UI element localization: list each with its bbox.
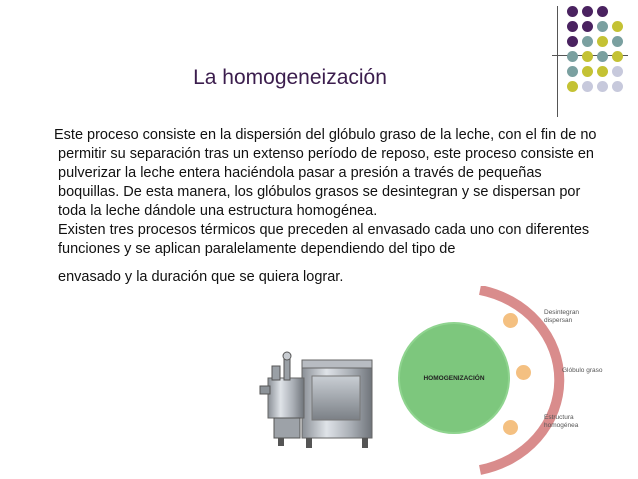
dot bbox=[582, 36, 593, 47]
diagram-node-label bbox=[544, 309, 579, 325]
dot bbox=[567, 51, 578, 62]
dot bbox=[597, 6, 608, 17]
slide-body bbox=[54, 126, 603, 287]
homogenizer-machine-image bbox=[250, 326, 378, 456]
diagram-node-label bbox=[562, 367, 602, 375]
diagram-node bbox=[503, 420, 518, 435]
node-label-line: Desintegran bbox=[544, 309, 580, 316]
dot bbox=[582, 66, 593, 77]
dot bbox=[582, 81, 593, 92]
dot bbox=[612, 51, 623, 62]
body-paragraph: Existen tres procesos térmicos que preceden al envasado cada uno con diferentes funciones y se aplican paralelamente dependiendo del tipo de bbox=[58, 222, 590, 257]
dot bbox=[582, 6, 593, 17]
dot bbox=[597, 21, 608, 32]
dot bbox=[612, 21, 623, 32]
body-paragraph: envasado y la duración que se quiera lograr. bbox=[58, 269, 344, 285]
node-label-line: Glóbulo graso bbox=[562, 367, 603, 374]
dot bbox=[612, 66, 623, 77]
dot bbox=[612, 81, 623, 92]
dot bbox=[597, 51, 608, 62]
diagram-node-label bbox=[544, 414, 578, 430]
node-label-line: homogénea bbox=[544, 422, 579, 429]
dot bbox=[597, 36, 608, 47]
divider-vertical bbox=[557, 6, 558, 117]
dot bbox=[612, 36, 623, 47]
slide-title: La homogeneización bbox=[193, 66, 387, 89]
dot bbox=[567, 36, 578, 47]
diagram-center-circle bbox=[398, 322, 510, 434]
dot bbox=[582, 51, 593, 62]
diagram-node bbox=[503, 313, 518, 328]
dot bbox=[567, 6, 578, 17]
node-label-line: Estructura bbox=[544, 414, 574, 421]
homogenization-diagram bbox=[392, 286, 632, 476]
diagram-center-label: HOMOGENIZACIÓN bbox=[423, 374, 485, 382]
dot bbox=[597, 81, 608, 92]
body-paragraph: Este proceso consiste en la dispersión del glóbulo graso de la leche, con el fin de no permitir su separación tras un extenso período de reposo, este proceso consiste en pulverizar la leche entera haciéndola pasar a presión a través de pequeñas boquillas. De esta manera, los glóbulos grasos se desintegran y se dispersan por toda la leche dándole una estructura homogénea. bbox=[54, 127, 597, 219]
dot bbox=[597, 66, 608, 77]
dot bbox=[567, 21, 578, 32]
node-label-line: dispersan bbox=[544, 317, 573, 324]
dot bbox=[582, 21, 593, 32]
diagram-node bbox=[516, 365, 531, 380]
